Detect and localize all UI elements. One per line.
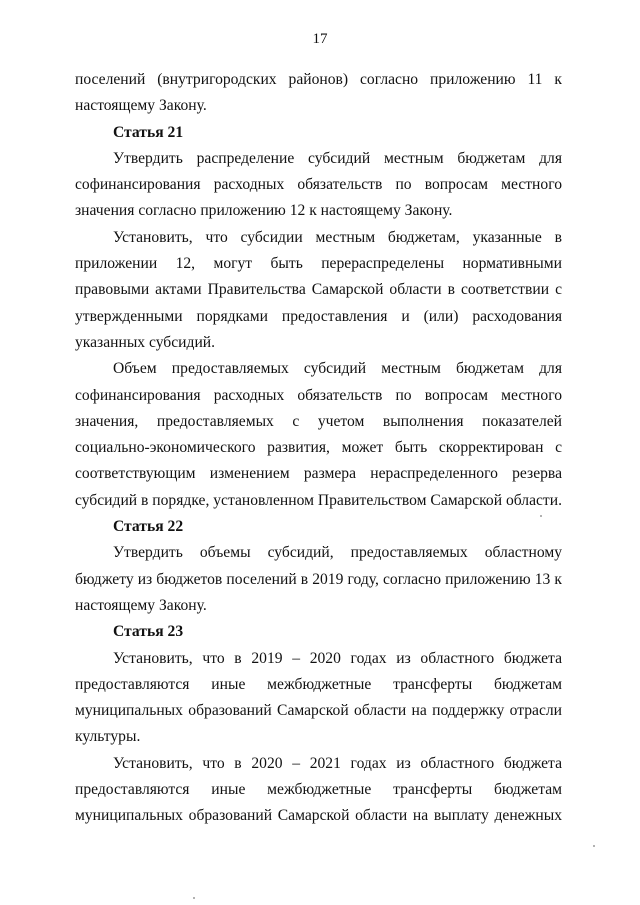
paragraph: Установить, что субсидии местным бюджетам, указанные в приложении 12, могут быть перераспределены нормативными правовыми актами Правительства Самарской области в соответствии с утвержденными порядками предоставления и (или) расходования указанных субсидий.	[75, 228, 562, 351]
scan-speck	[193, 897, 195, 899]
article-22-heading: Статья 22	[113, 518, 184, 536]
page-number: 17	[312, 31, 328, 47]
paragraph: Объем предоставляемых субсидий местным бюджетам для софинансирования расходных обязательств по вопросам местного значения, предоставляемых с учетом выполнения показателей социально-экономического развития, может быть скорректирован с соответствующим изменением размера нераспределенного резерва субсидий в порядке, установленном Правительством Самарской области.	[75, 360, 562, 509]
scan-speck	[593, 845, 595, 847]
paragraph: Утвердить распределение субсидий местным бюджетам для софинансирования расходных обязательств по вопросам местного значения согласно приложению 12 к настоящему Закону.	[75, 149, 562, 220]
article-23-heading: Статья 23	[113, 623, 184, 641]
scan-speck	[540, 515, 542, 517]
article-21-heading: Статья 21	[113, 123, 184, 141]
paragraph: Утвердить объемы субсидий, предоставляемых областному бюджету из бюджетов поселений в 2019 году, согласно приложению 13 к настоящему Закону.	[75, 544, 562, 614]
paragraph-truncated: Установить, что в 2020 – 2021 годах из областного бюджета предоставляются иные межбюджетные трансферты бюджетам муниципальных образований Самарской области на выплату денежных	[75, 754, 562, 825]
paragraph: Установить, что в 2019 – 2020 годах из областного бюджета предоставляются иные межбюджетные трансферты бюджетам муниципальных образований Самарской области на поддержку отрасли культуры.	[75, 649, 562, 746]
document-body	[75, 67, 562, 830]
paragraph-continuation: поселений (внутригородских районов) согласно приложению 11 к настоящему Закону.	[75, 71, 562, 115]
